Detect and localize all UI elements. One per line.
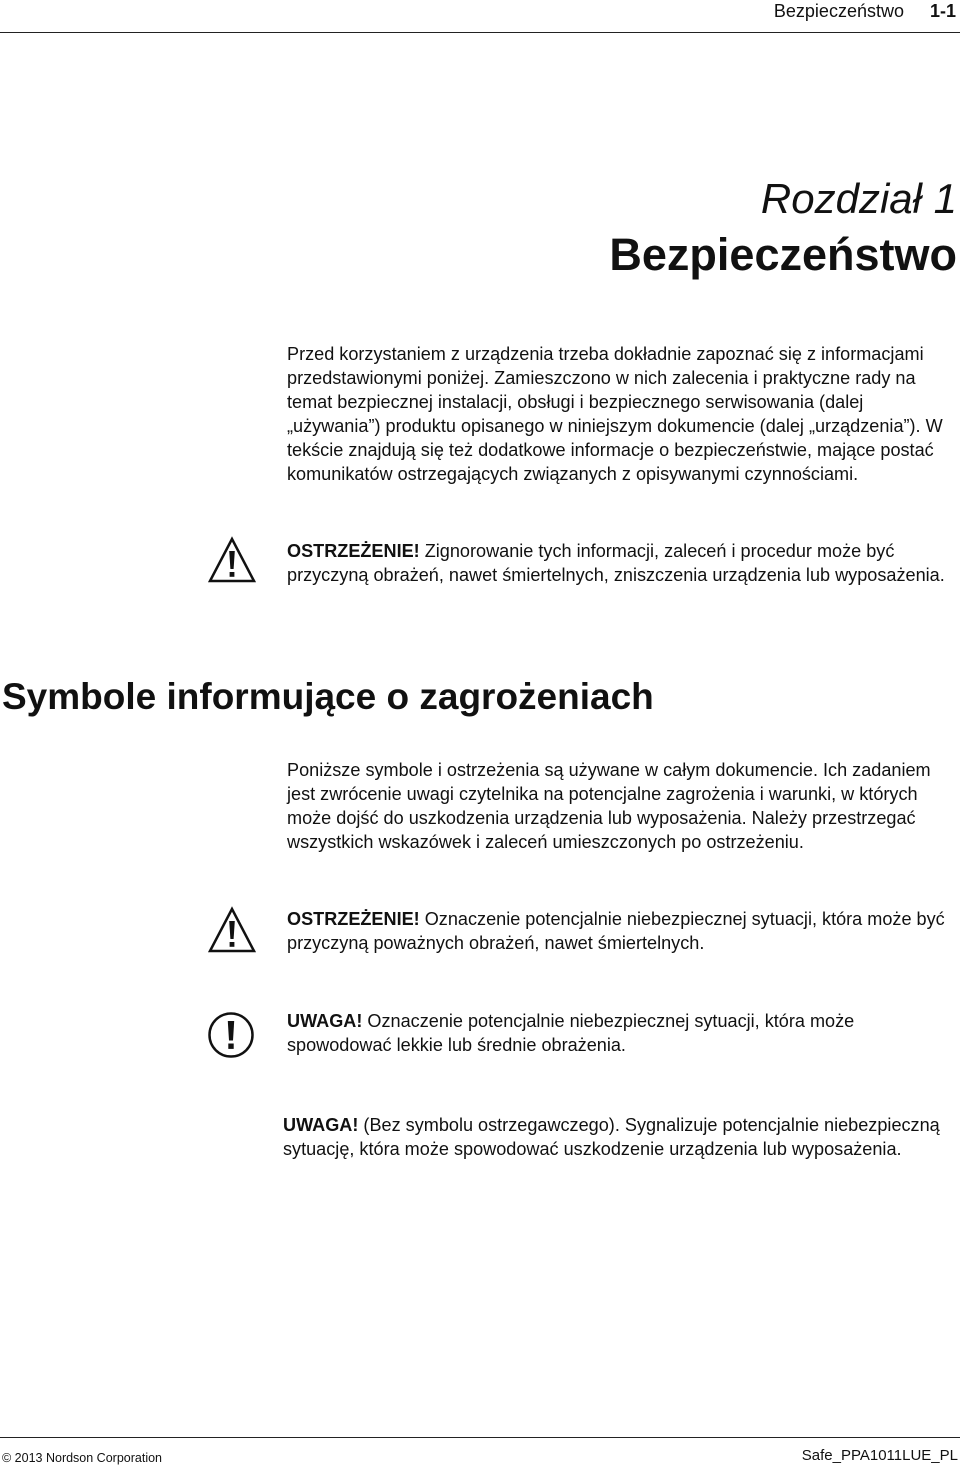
intro-paragraph: Przed korzystaniem z urządzenia trzeba dokładnie zapoznać się z informacjami przedstawionymi poniżej. Zamieszczono w nich zalecenia i praktyczne rady na temat bezpiecznej instalacji, obsługi i bezpiecznego serwisowania (dalej „używania”) produktu opisanego w niniejszym dokumencie (dalej „urządzenia”). W tekście znajdują się też dodatkowe informacje o bezpieczeństwie, mające postać komunikatów ostrzegających związanych z opisywanymi czynnościami. (287, 344, 943, 484)
section-intro-paragraph: Poniższe symbole i ostrzeżenia są używane w całym dokumencie. Ich zadaniem jest zwrócenie uwagi czytelnika na potencjalne zagrożenia i warunki, w których może dojść do uszkodzenia urządzenia lub wyposażenia. Należy przestrzegać wszystkich wskazówek i zaleceń umieszczonych po ostrzeżeniu. (287, 760, 931, 852)
section-heading: Symbole informujące o zagrożeniach (2, 676, 654, 717)
notice-text: (Bez symbolu ostrzegawczego). Sygnalizuje potencjalnie niebezpieczną sytuację, która może spowodować uszkodzenie urządzenia lub wyposażenia. (283, 1115, 940, 1159)
notice (283, 1113, 955, 1161)
footer-doc-code: Safe_PPA1011LUE_PL (801, 1447, 958, 1464)
warning-1 (287, 539, 955, 587)
warning-triangle-icon (207, 536, 257, 584)
warning-1-lead: OSTRZEŻENIE! (287, 541, 420, 561)
chapter-label: Rozdział 1 (760, 175, 957, 222)
footer-rule (0, 1437, 960, 1438)
running-header-section: Bezpieczeństwo (773, 1, 904, 21)
warning-2-text: Oznaczenie potencjalnie niebezpiecznej sytuacji, która może być przyczyną poważnych obrażeń, nawet śmiertelnych. (287, 909, 945, 953)
page-number: 1-1 (929, 1, 956, 21)
chapter-title: Bezpieczeństwo (609, 229, 957, 280)
warning-2 (287, 907, 955, 955)
header-rule (0, 32, 960, 33)
caution-lead: UWAGA! (287, 1011, 363, 1031)
warning-2-lead: OSTRZEŻENIE! (287, 909, 420, 929)
exclamation-circle-icon (208, 1012, 254, 1058)
warning-triangle-icon (207, 906, 257, 954)
running-header (774, 1, 956, 22)
notice-lead: UWAGA! (283, 1115, 359, 1135)
caution (287, 1009, 955, 1057)
footer-copyright: © 2013 Nordson Corporation (2, 1451, 162, 1465)
caution-text: Oznaczenie potencjalnie niebezpiecznej sytuacji, która może spowodować lekkie lub średnie obrażenia. (287, 1011, 855, 1055)
warning-1-text: Zignorowanie tych informacji, zaleceń i procedur może być przyczyną obrażeń, nawet śmiertelnych, zniszczenia urządzenia lub wyposażenia. (287, 541, 945, 585)
